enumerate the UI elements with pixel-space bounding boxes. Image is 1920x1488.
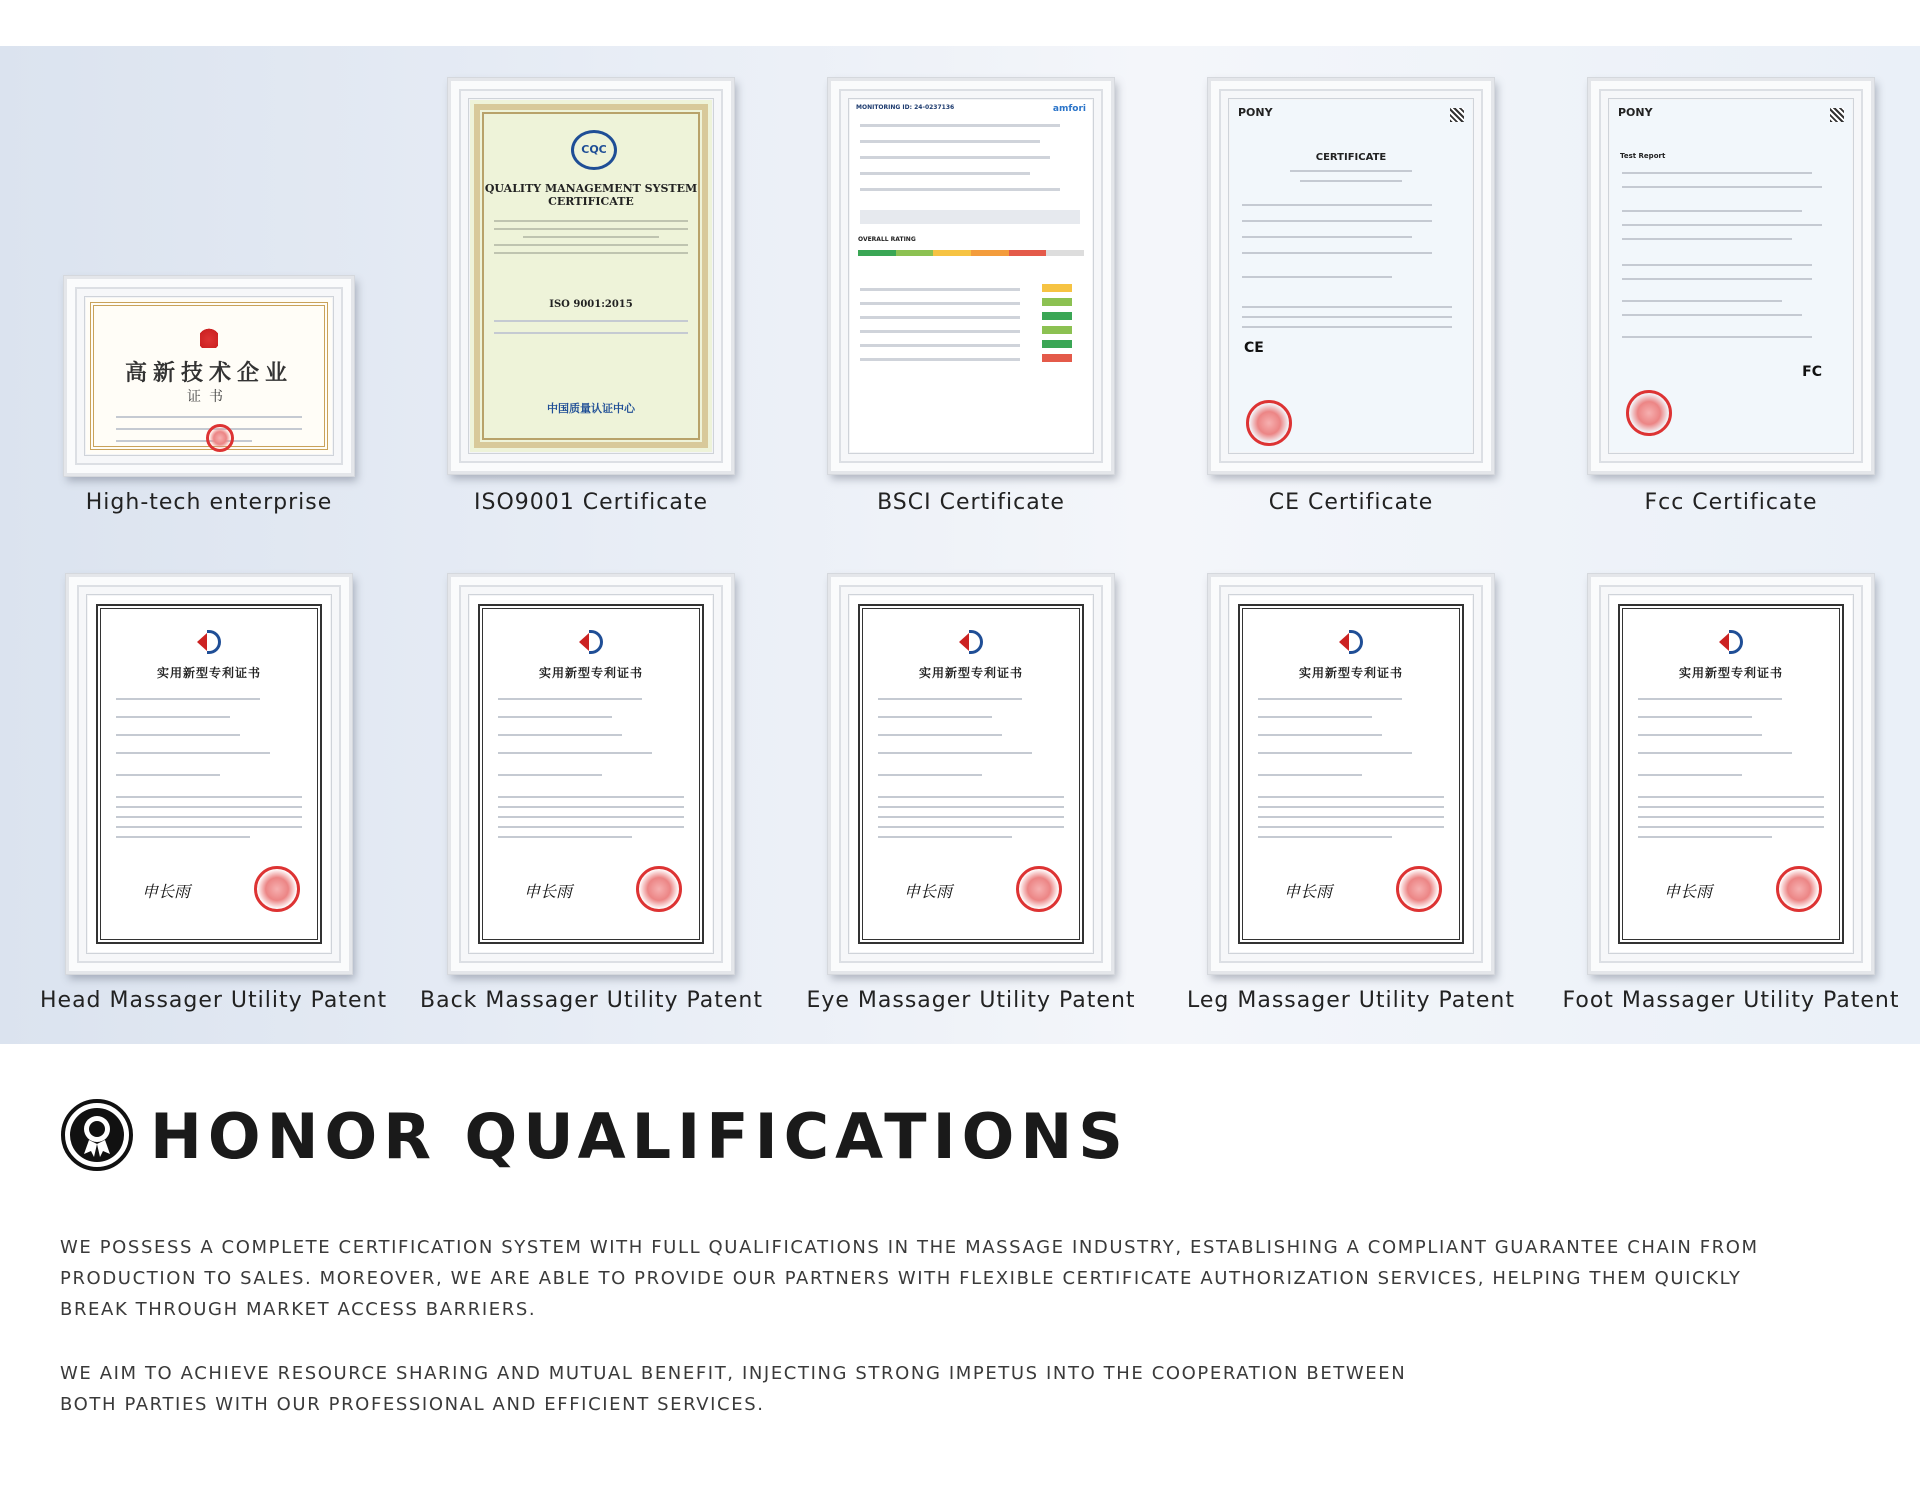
leg-patent-image bbox=[1230, 596, 1472, 952]
iso-certificate-frame bbox=[448, 78, 734, 474]
rating-scale-bar bbox=[858, 250, 1084, 256]
eye-patent-frame bbox=[828, 574, 1114, 974]
red-seal-icon bbox=[1776, 866, 1822, 912]
high-tech-certificate-frame bbox=[64, 276, 354, 476]
red-seal-icon bbox=[254, 866, 300, 912]
high-tech-certificate-image bbox=[86, 298, 332, 454]
red-seal-icon bbox=[1626, 390, 1672, 436]
red-seal-icon bbox=[1016, 866, 1062, 912]
patent-office-emblem-icon bbox=[579, 630, 603, 654]
back-patent-image bbox=[470, 596, 712, 952]
red-seal-icon bbox=[636, 866, 682, 912]
report-heading: Test Report bbox=[1620, 152, 1666, 160]
patent-heading: 实用新型专利证书 bbox=[538, 666, 643, 680]
certificate-heading: QUALITY MANAGEMENT SYSTEM CERTIFICATE bbox=[484, 182, 698, 208]
fcc-mark-icon: FC bbox=[1802, 364, 1822, 380]
award-badge-icon bbox=[60, 1098, 134, 1172]
patent-office-emblem-icon bbox=[197, 630, 221, 654]
red-seal-icon bbox=[206, 424, 234, 452]
fcc-certificate-image bbox=[1610, 100, 1852, 452]
caption-fcc: Fcc Certificate bbox=[1644, 490, 1818, 515]
closing-paragraph: WE AIM TO ACHIEVE RESOURCE SHARING AND MUTUAL BENEFIT, INJECTING STRONG IMPETUS INTO THE COOPERATION BETWEEN BOTH PARTIES WITH OUR PROFESSIONAL AND EFFICIENT SERVICES. bbox=[60, 1363, 1407, 1415]
head-patent-image bbox=[88, 596, 330, 952]
bsci-certificate-image bbox=[850, 100, 1092, 452]
patent-heading: 实用新型专利证书 bbox=[1298, 666, 1403, 680]
caption-ce: CE Certificate bbox=[1268, 490, 1434, 515]
ce-certificate-frame bbox=[1208, 78, 1494, 474]
signature-icon: 申长雨 bbox=[904, 882, 953, 901]
patent-office-emblem-icon bbox=[959, 630, 983, 654]
iso-certificate-image bbox=[470, 100, 712, 452]
eye-patent-image bbox=[850, 596, 1092, 952]
issuer-name: 中国质量认证中心 bbox=[547, 402, 635, 415]
bsci-certificate-frame bbox=[828, 78, 1114, 474]
caption-iso9001: ISO9001 Certificate bbox=[473, 490, 709, 515]
caption-back-patent: Back Massager Utility Patent bbox=[420, 988, 764, 1013]
foot-patent-frame bbox=[1588, 574, 1874, 974]
fcc-certificate-frame bbox=[1588, 78, 1874, 474]
ce-certificate-image bbox=[1230, 100, 1472, 452]
certificate-heading: 高新技术企业 bbox=[124, 360, 293, 386]
back-patent-frame bbox=[448, 574, 734, 974]
qr-code-icon bbox=[1450, 108, 1464, 122]
patent-heading: 实用新型专利证书 bbox=[918, 666, 1023, 680]
cqc-logo-icon: CQC bbox=[571, 130, 617, 170]
patent-heading: 实用新型专利证书 bbox=[156, 666, 261, 680]
caption-head-patent: Head Massager Utility Patent bbox=[40, 988, 388, 1013]
red-seal-icon bbox=[1246, 400, 1292, 446]
intro-paragraph: WE POSSESS A COMPLETE CERTIFICATION SYSTEM WITH FULL QUALIFICATIONS IN THE MASSAGE INDUSTRY, ESTABLISHING A COMPLIANT GUARANTEE CHAIN FROM PRODUCTION TO SALES. MOREOVER, WE ARE ABLE TO PROVIDE OUR PARTNERS WITH FLEXIBLE CERTIFICATE AUTHORIZATION SERVICES, HELPING THEM QUICKLY BREAK THROUGH MARKET ACCESS BARRIERS. bbox=[60, 1237, 1759, 1320]
caption-bsci: BSCI Certificate bbox=[877, 490, 1065, 515]
iso-standard: ISO 9001:2015 bbox=[549, 299, 633, 310]
patent-office-emblem-icon bbox=[1339, 630, 1363, 654]
certificate-subheading: 证书 bbox=[187, 389, 231, 405]
monitoring-id: MONITORING ID: 24-0237136 bbox=[856, 104, 955, 111]
signature-icon: 申长雨 bbox=[1284, 882, 1333, 901]
qr-code-icon bbox=[1830, 108, 1844, 122]
caption-eye-patent: Eye Massager Utility Patent bbox=[806, 988, 1136, 1013]
red-seal-icon bbox=[1396, 866, 1442, 912]
amfori-logo-icon: amfori bbox=[1052, 104, 1086, 114]
pony-logo-icon: PONY bbox=[1238, 106, 1273, 119]
section-title: HONOR QUALIFICATIONS bbox=[150, 1100, 1129, 1173]
ce-mark-icon: CE bbox=[1244, 340, 1264, 356]
pony-logo-icon: PONY bbox=[1618, 106, 1653, 119]
flame-emblem-icon bbox=[200, 320, 218, 348]
foot-patent-image bbox=[1610, 596, 1852, 952]
patent-office-emblem-icon bbox=[1719, 630, 1743, 654]
certificate-heading: CERTIFICATE bbox=[1315, 152, 1387, 163]
signature-icon: 申长雨 bbox=[524, 882, 573, 901]
head-patent-frame bbox=[66, 574, 352, 974]
caption-leg-patent: Leg Massager Utility Patent bbox=[1187, 988, 1515, 1013]
signature-icon: 申长雨 bbox=[1664, 882, 1713, 901]
caption-high-tech: High-tech enterprise bbox=[85, 490, 333, 515]
overall-rating-label: OVERALL RATING bbox=[858, 236, 916, 243]
patent-heading: 实用新型专利证书 bbox=[1678, 666, 1783, 680]
signature-icon: 申长雨 bbox=[142, 882, 191, 901]
caption-foot-patent: Foot Massager Utility Patent bbox=[1562, 988, 1900, 1013]
leg-patent-frame bbox=[1208, 574, 1494, 974]
